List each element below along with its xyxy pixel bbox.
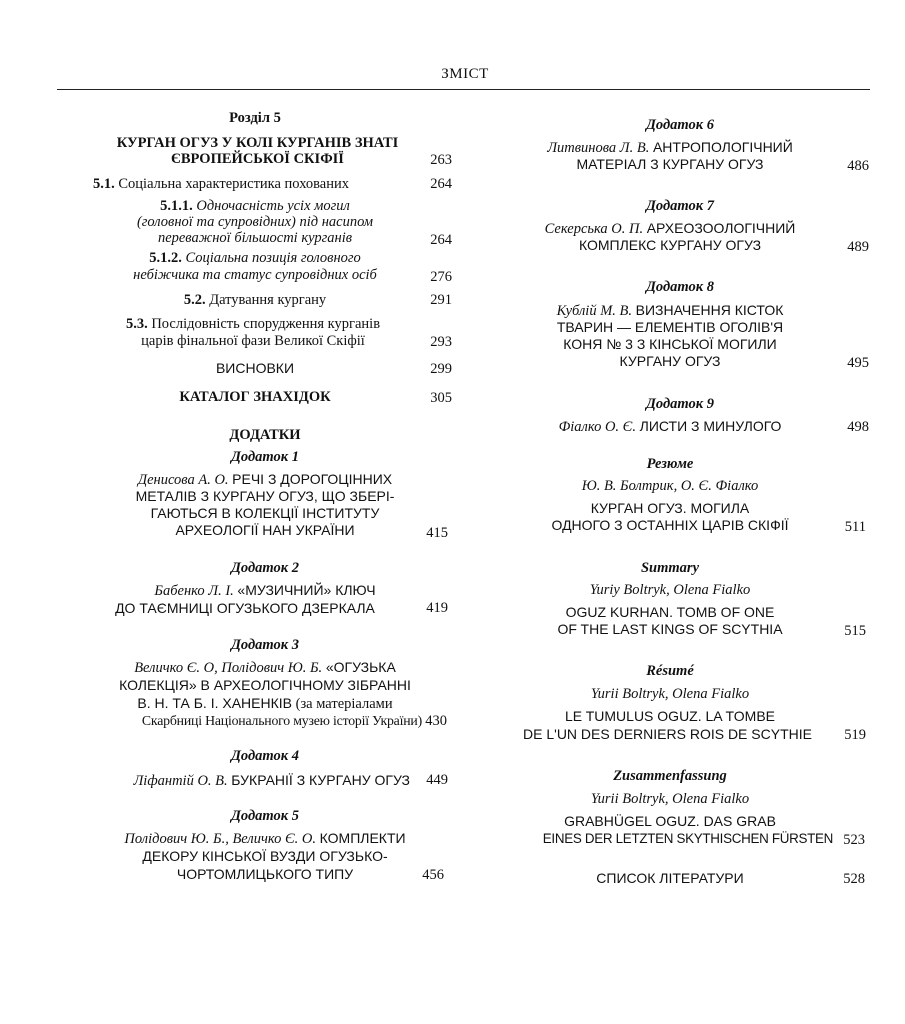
entry-title: ЛИСТИ З МИНУЛОГО <box>639 418 782 434</box>
summary-label: Résumé <box>646 663 694 679</box>
toc-entry-summary-uk[interactable]: КУРГАН ОГУЗ. МОГИЛА <box>590 500 750 516</box>
page-number: 523 <box>843 832 865 848</box>
entry-authors: Литвинова Л. В. <box>547 140 650 156</box>
page-number: 263 <box>430 152 452 168</box>
entry-authors: Денисова А. О. <box>137 472 229 488</box>
entry-title: КОМПЛЕКТИ <box>319 830 406 846</box>
entry-title-part: В. Н. ТА Б. І. ХАНЕНКІВ <box>137 695 292 711</box>
entry-title-line-2: МЕТАЛІВ З КУРГАНУ ОГУЗ, ЩО ЗБЕРІ- <box>135 488 395 504</box>
entry-authors: Ліфантій О. В. <box>133 773 228 789</box>
page-number: 511 <box>844 519 866 535</box>
header-rule <box>57 89 870 90</box>
entry-title: «МУЗИЧНИЙ» КЛЮЧ <box>237 582 376 598</box>
entry-title-line-3: КОНЯ № 3 З КІНСЬКОЇ МОГИЛИ <box>563 336 777 352</box>
entry-authors: Кублій М. В. <box>556 303 633 319</box>
entry-title-line-2: ТВАРИН — ЕЛЕМЕНТІВ ОГОЛІВ'Я <box>556 319 784 335</box>
entry-title-line-2: ОДНОГО З ОСТАННІХ ЦАРІВ СКІФІЇ <box>551 517 789 533</box>
page-number: 419 <box>426 600 448 616</box>
entry-title: АНТРОПОЛОГІЧНИЙ <box>652 139 793 155</box>
entry-title-line-4: АРХЕОЛОГІЇ НАН УКРАЇНИ <box>175 522 355 538</box>
entry-number: 5.1. <box>93 176 115 192</box>
section-label: Розділ 5 <box>229 110 281 126</box>
page-number: 519 <box>844 727 866 743</box>
entry-title-line-2: (головної та супровідних) під насипом <box>136 214 374 230</box>
entry-number: 5.3. <box>125 316 148 332</box>
entry-authors: Бабенко Л. І. <box>154 583 234 599</box>
entry-number: 5.2. <box>183 292 206 308</box>
entry-title-line-2: КОЛЕКЦІЯ» В АРХЕОЛОГІЧНОМУ ЗІБРАННІ <box>119 677 411 693</box>
page-number: 515 <box>844 623 866 639</box>
entry-title-line-2: OF THE LAST KINGS OF SCYTHIA <box>557 621 783 637</box>
entry-title-line-2: МАТЕРІАЛ З КУРГАНУ ОГУЗ <box>576 156 764 172</box>
entry-title-line-4: КУРГАНУ ОГУЗ <box>619 353 721 369</box>
entry-title: Послідовність спорудження курганів <box>151 316 381 332</box>
summary-authors: Yurii Boltryk, Olena Fialko <box>590 686 750 702</box>
toc-entry-appendix-6[interactable] <box>500 139 840 157</box>
entry-title-line-2: КОМПЛЕКС КУРГАНУ ОГУЗ <box>578 237 762 253</box>
entry-number: 5.1.2. <box>149 250 182 266</box>
entry-note: (за матеріалами <box>295 696 393 712</box>
toc-entry-conclusions[interactable]: ВИСНОВКИ <box>215 360 295 376</box>
toc-entry-literature[interactable]: СПИСОК ЛІТЕРАТУРИ <box>596 870 744 886</box>
toc-entry-summary-fr[interactable]: LE TUMULUS OGUZ. LA TOMBE <box>564 708 776 724</box>
page-number: 489 <box>847 239 869 255</box>
toc-entry-appendix-4[interactable] <box>85 772 410 790</box>
page-number: 486 <box>847 158 869 174</box>
entry-title-line-2: DE L'UN DES DERNIERS ROIS DE SCYTHIE <box>523 726 812 742</box>
section-title-line-1: КУРГАН ОГУЗ У КОЛІ КУРГАНІВ ЗНАТІ <box>116 135 399 151</box>
page-number: 276 <box>430 269 452 285</box>
toc-entry-appendix-9[interactable] <box>500 418 840 436</box>
toc-entry-appendix-7[interactable] <box>500 220 840 238</box>
entry-title-line-4: Скарбниці Національного музею історії України) <box>141 713 422 728</box>
toc-entry-appendix-5[interactable] <box>60 830 470 848</box>
appendix-label: Додаток 9 <box>646 396 714 412</box>
entry-title: БУКРАНІЇ З КУРГАНУ ОГУЗ <box>231 772 410 788</box>
toc-entry-appendix-2[interactable] <box>60 582 470 600</box>
summary-label: Резюме <box>646 456 694 472</box>
entry-authors: Полідович Ю. Б., Величко Є. О. <box>124 831 317 847</box>
toc-entry-5-3[interactable] <box>93 316 413 333</box>
page-number: 528 <box>843 871 865 887</box>
appendix-label: Додаток 7 <box>646 198 714 214</box>
summary-authors: Yurii Boltryk, Olena Fialko <box>590 791 750 807</box>
summary-label: Summary <box>640 560 699 576</box>
entry-title: Соціальна характеристика похованих <box>118 176 350 192</box>
toc-entry-5-2[interactable] <box>100 292 410 309</box>
page-title: ЗМІСТ <box>441 66 489 82</box>
entry-authors: Фіалко О. Є. <box>558 419 636 435</box>
appendix-label: Додаток 8 <box>646 279 714 295</box>
page-number: 449 <box>426 772 448 788</box>
section-title-line-2: ЄВРОПЕЙСЬКОЇ СКІФІЇ <box>171 151 344 167</box>
summary-label: Zusammenfassung <box>613 768 727 784</box>
toc-entry-appendix-8[interactable] <box>500 302 840 320</box>
appendix-label: Додаток 2 <box>231 560 299 576</box>
entry-title: Соціальна позиція головного <box>185 250 361 266</box>
page-number: 293 <box>430 334 452 350</box>
appendix-label: Додаток 4 <box>231 748 299 764</box>
entry-title-line-3: переважної більшості курганів <box>157 230 353 246</box>
page-number: 456 <box>422 867 444 883</box>
entry-title-line-2: ДО ТАЄМНИЦІ ОГУЗЬКОГО ДЗЕРКАЛА <box>115 600 375 616</box>
page-number: 305 <box>430 390 452 406</box>
appendices-heading: ДОДАТКИ <box>229 427 301 443</box>
entry-title-line-3: ЧОРТОМЛИЦЬКОГО ТИПУ <box>176 866 354 882</box>
entry-title: Датування кургану <box>209 292 327 308</box>
toc-entry-5-1-1[interactable] <box>100 198 410 215</box>
page-number: 291 <box>430 292 452 308</box>
appendix-label: Додаток 1 <box>231 449 299 465</box>
entry-authors: Секерська О. П. <box>544 221 644 237</box>
page-number: 264 <box>430 176 452 192</box>
entry-title-line-2: царів фінальної фази Великої Скіфії <box>141 333 365 349</box>
appendix-label: Додаток 5 <box>231 808 299 824</box>
toc-entry-5-1-2[interactable] <box>100 250 410 267</box>
appendix-label: Додаток 6 <box>646 117 714 133</box>
page-number: 495 <box>847 355 869 371</box>
page-number: 498 <box>847 419 869 435</box>
summary-authors: Ю. В. Болтрик, О. Є. Фіалко <box>581 478 759 494</box>
entry-title: «ОГУЗЬКА <box>325 659 396 675</box>
entry-title: ВИЗНАЧЕННЯ КІСТОК <box>635 302 784 318</box>
entry-authors: Величко Є. О, Полідович Ю. Б. <box>134 660 323 676</box>
entry-title-line-2: ДЕКОРУ КІНСЬКОЇ ВУЗДИ ОГУЗЬКО- <box>142 848 388 864</box>
entry-title: Одночасність усіх могил <box>196 198 350 214</box>
page-number: 264 <box>430 232 452 248</box>
toc-entry-appendix-3[interactable] <box>60 659 470 677</box>
page-number: 299 <box>430 361 452 377</box>
summary-authors: Yuriy Boltryk, Olena Fialko <box>589 582 751 598</box>
entry-title-line-3 <box>60 695 470 713</box>
page-number: 415 <box>426 525 448 541</box>
appendix-label: Додаток 3 <box>231 637 299 653</box>
entry-number: 5.1.1. <box>160 198 193 214</box>
toc-entry-appendix-1[interactable] <box>60 471 470 489</box>
toc-entry-summary-en[interactable]: OGUZ KURHAN. TOMB OF ONE <box>565 604 775 620</box>
page-number: 430 <box>425 713 447 729</box>
toc-entry-5-1[interactable] <box>93 176 418 193</box>
entry-title-line-2: EINES DER LETZTEN SKYTHISCHEN FÜRSTEN <box>542 831 833 846</box>
entry-title: РЕЧІ З ДОРОГОЦІННИХ <box>232 471 393 487</box>
entry-title-line-3: ГАЮТЬСЯ В КОЛЕКЦІЇ ІНСТИТУТУ <box>150 505 380 521</box>
entry-title: АРХЕОЗООЛОГІЧНИЙ <box>646 220 796 236</box>
toc-entry-catalog[interactable]: КАТАЛОГ ЗНАХІДОК <box>179 389 331 405</box>
toc-entry-summary-de[interactable]: GRABHÜGEL OGUZ. DAS GRAB <box>564 813 776 829</box>
entry-title-line-2: небіжчика та статус супровідних осіб <box>133 267 377 283</box>
